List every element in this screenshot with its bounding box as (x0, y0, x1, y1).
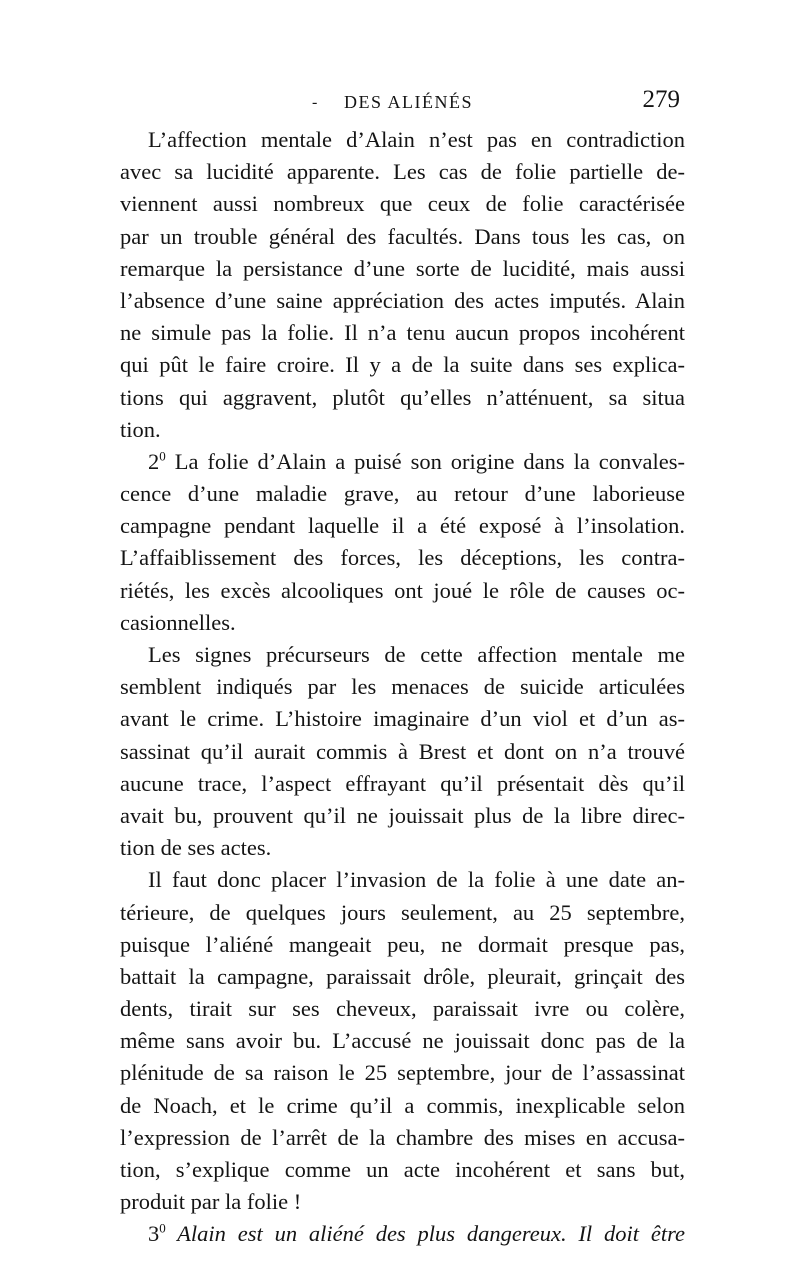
text-line: avec sa lucidité apparente. Les cas de folie partielle de- (120, 159, 685, 185)
item-number: 3 (148, 1221, 160, 1247)
text-line: riétés, les excès alcooliques ont joué le rôle de causes oc- (120, 577, 685, 603)
text-line: de Noach, et le crime qu’il a commis, inexplicable selon (120, 1092, 685, 1118)
text-line: puisque l’aliéné mangeait peu, ne dormait presque pas, (120, 931, 685, 957)
text-line: même sans avoir bu. L’accusé ne jouissait donc pas de la (120, 1028, 685, 1054)
text-line: par un trouble général des facultés. Dans tous les cas, on (120, 223, 685, 249)
text-line: sassinat qu’il aurait commis à Brest et dont on n’a trouvé (120, 738, 685, 764)
text-line: tion. (120, 416, 161, 442)
text-line: battait la campagne, paraissait drôle, pleurait, grinçait des (120, 963, 685, 989)
text-line: Les signes précurseurs de cette affection mentale me (148, 642, 685, 667)
text-line: l’absence d’une saine appréciation des actes imputés. Alain (120, 287, 685, 313)
text-line: plénitude de sa raison le 25 septembre, jour de l’assassinat (120, 1060, 685, 1086)
text-line: viennent aussi nombreux que ceux de folie caractérisée (120, 191, 685, 217)
running-title: DES ALIÉNÉS (344, 92, 473, 112)
text-line: produit par la folie ! (120, 1189, 302, 1215)
numbered-paragraph-2 (120, 446, 685, 478)
text-line: avait bu, prouvent qu’il ne jouissait plus de la libre direc- (120, 802, 685, 828)
text-line: Il faut donc placer l’invasion de la folie à une date an- (148, 867, 685, 893)
text-line: tion de ses actes. (120, 835, 272, 861)
text-line: tion, s’explique comme un acte incohérent et sans but, (120, 1157, 685, 1182)
text-line: L’affection mentale d’Alain n’est pas en contradiction (148, 127, 685, 152)
text-line: L’affaiblissement des forces, les déceptions, les contra- (120, 545, 685, 571)
item-superscript: 0 (159, 448, 166, 464)
text-line: campagne pendant laquelle il a été exposé à l’insolation. (120, 513, 685, 539)
text-line: La folie d’Alain a puisé son origine dans la convales- (174, 448, 686, 474)
text-line: avant le crime. L’histoire imaginaire d’un viol et d’un as- (120, 706, 685, 732)
text-line: cence d’une maladie grave, au retour d’une laborieuse (120, 481, 685, 507)
text-line: dents, tirait sur ses cheveux, paraissait ivre ou colère, (120, 996, 685, 1022)
text-line: semblent indiqués par les menaces de suicide articulées (120, 674, 685, 700)
text-line: qui pût le faire croire. Il y a de la suite dans ses explica- (120, 352, 685, 378)
body-text (120, 124, 685, 1251)
item-number: 2 (148, 448, 160, 474)
text-line: ne simule pas la folie. Il n’a tenu aucun propos incohérent (120, 320, 685, 346)
text-line: aucune trace, l’aspect effrayant qu’il présentait dès qu’il (120, 770, 685, 796)
text-line: térieure, de quelques jours seulement, au 25 septembre, (120, 899, 685, 925)
text-line: l’expression de l’arrêt de la chambre des mises en accusa- (120, 1124, 685, 1150)
page-number: 279 (642, 86, 680, 113)
item-superscript: 0 (159, 1220, 166, 1236)
text-line: tions qui aggravent, plutôt qu’elles n’atténuent, sa situa (120, 384, 685, 410)
numbered-paragraph-3 (120, 1218, 685, 1250)
text-line: casionnelles. (120, 609, 236, 635)
running-header (120, 86, 680, 120)
text-line: remarque la persistance d’une sorte de lucidité, mais aussi (120, 255, 685, 281)
text-line: Alain est un aliéné des plus dangereux. Il doit être (177, 1221, 685, 1247)
header-dash: - (312, 94, 318, 111)
